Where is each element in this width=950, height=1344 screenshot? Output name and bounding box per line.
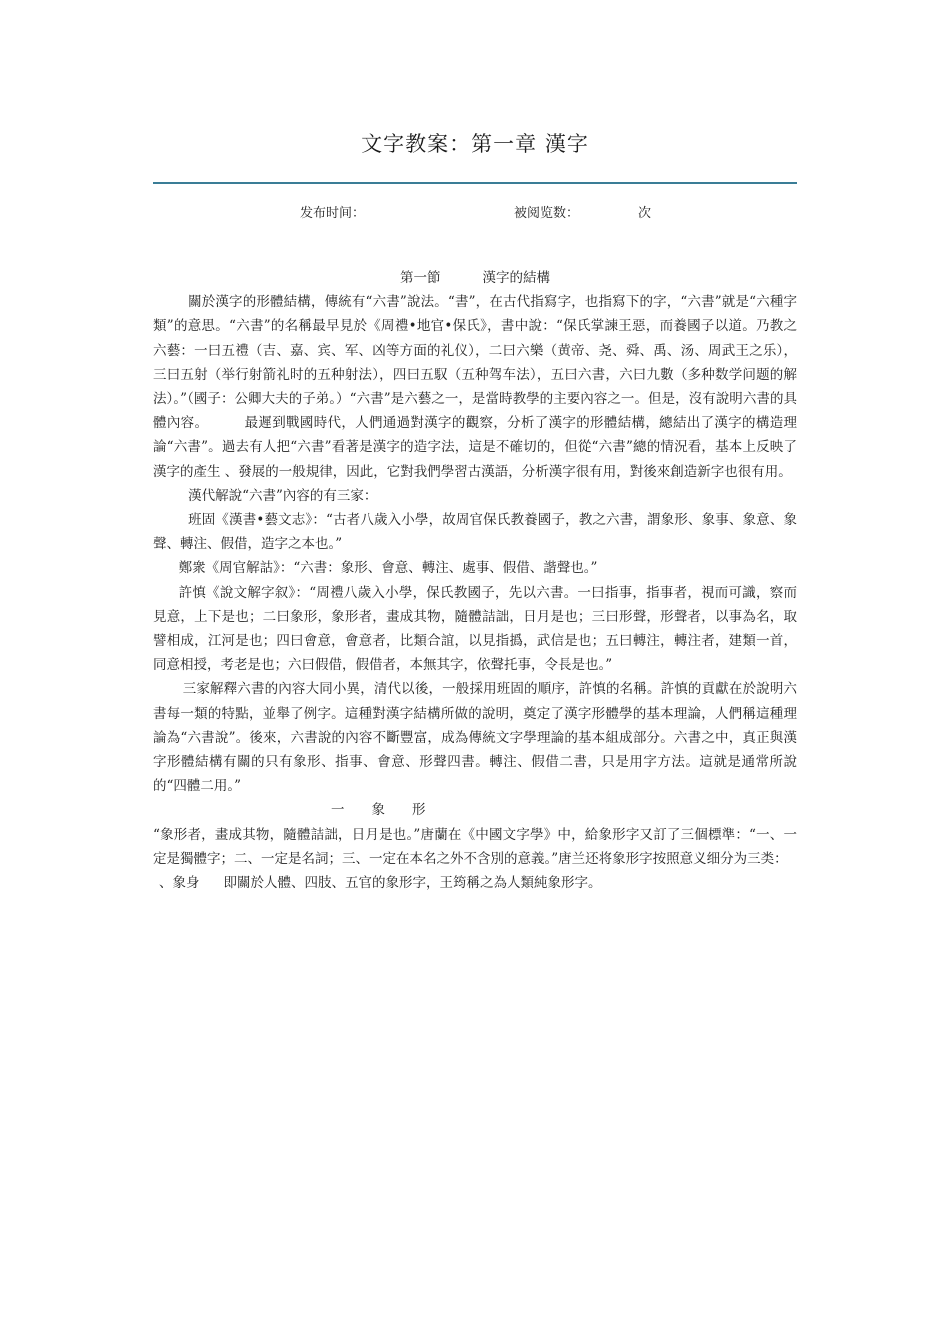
section-heading xyxy=(153,266,797,290)
paragraph-5: 許慎《說文解字叙》：“周禮八歲入小學，保氏教國子，先以六書。一曰指事，指事者，視而可識，察而見意，上下是也；二曰象形，象形者，畫成其物，隨體詰詘，日月是也；三曰形聲，形聲者，以事為名，取譬相成，江河是也；四曰會意，會意者，比類合誼，以見指撝，武信是也；五曰轉注，轉注者，建類一首，同意相授，考老是也；六曰假借，假借者，本無其字，依聲托事，令長是也。” xyxy=(153,584,797,674)
section-title: 漢字的結構 xyxy=(482,270,550,286)
paragraph-8: 、象身 即關於人體、四肢、五官的象形字，王筠稱之為人類純象形字。 xyxy=(159,875,602,892)
paragraph-7: “象形者，畫成其物，隨體詰詘，日月是也。”唐蘭在《中國文字學》中，給象形字又訂了三個標準：“一、一定是獨體字；二、一定是名詞；三、一定在本名之外不含別的意義。”唐兰还将象形字按照意义细分为三类： xyxy=(153,826,797,867)
paragraph-6: 三家解釋六書的內容大同小異，清代以後，一般採用班固的順序，許慎的名稱。許慎的貢獻在於說明六書每一類的特點，並舉了例字。這種對漢字結構所做的說明，奠定了漢字形體學的基本理論，人們稱這種理論為“六書說”。後來，六書說的內容不斷豐富，成為傳統文字學理論的基本組成部分。六書之中，真正與漢字形體結構有關的只有象形、指事、會意、形聲四書。轉注、假借二書，只是用字方法。這就是通常所說的“四體二用。” xyxy=(153,681,797,795)
publish-time-label: 发布时间： xyxy=(300,206,366,221)
section-number: 第一節 xyxy=(400,270,441,286)
subsection-heading: 一 象 形 xyxy=(331,802,426,819)
paragraph-2: 漢代解說“六書”內容的有三家： xyxy=(188,487,378,504)
views-label: 被阅览数： xyxy=(514,206,580,221)
paragraph-4: 鄭衆《周官解詁》：“六書：象形、會意、轉注、處事、假借、諧聲也。” xyxy=(178,560,598,577)
paragraph-3: 班固《漢書•藝文志》：“古者八歲入小學，故周官保氏教養國子，教之六書，謂象形、象事、象意、象聲、轉注、假借，造字之本也。” xyxy=(153,512,797,553)
article-body xyxy=(153,266,797,895)
views-unit: 次 xyxy=(638,206,652,221)
paragraph-1: 關於漢字的形體結構，傳統有“六書”說法。“書”，在古代指寫字，也指寫下的字，“六書”就是“六種字類”的意思。“六書”的名稱最早見於《周禮•地官•保氏》，書中說：“保氏掌諫王惡，而養國子以道。乃教之六藝：一曰五禮（吉、嘉、宾、军、凶等方面的礼仪），二曰六樂（黄帝、尧、舜、禹、汤、周武王之乐），三曰五射（举行射箭礼时的五种射法），四曰五馭（五种驾车法），五曰六書，六曰九數（多种数学问题的解法）。”（國子：公卿大夫的子弟。）“六書”是六藝之一，是當時教學的主要內容之一。但是，沒有說明六書的具體內容。 最遲到戰國時代，人們通過對漢字的觀察，分析了漢字的形體結構，總結出了漢字的構造理論“六書”。過去有人把“六書”看著是漢字的造字法，這是不確切的，但從“六書”總的情況看，基本上反映了漢字的產生 、發展的一般規律，因此，它對我們學習古漢語，分析漢字很有用，對後來創造新字也很有用。 xyxy=(153,294,798,480)
document-title: 文字教案：第一章 漢字 xyxy=(361,132,589,156)
title-divider xyxy=(153,182,797,184)
